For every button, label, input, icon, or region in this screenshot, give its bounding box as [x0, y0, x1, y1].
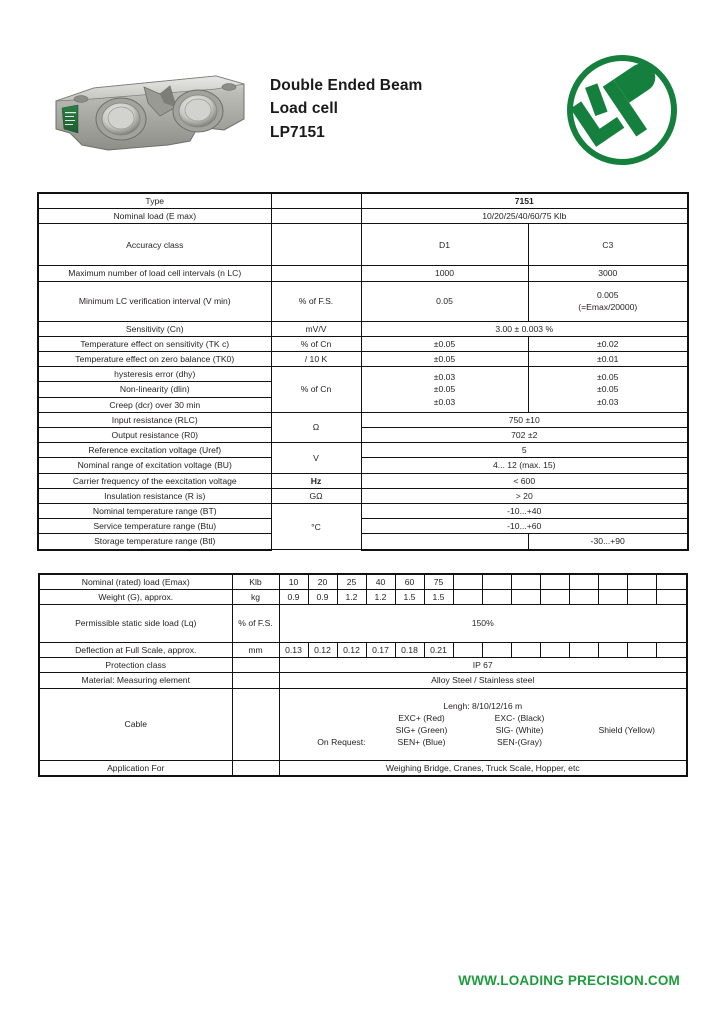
- row-value-c3: [528, 281, 688, 321]
- title-line-1: Double Ended Beam: [270, 76, 423, 94]
- dhy-c3: ±0.05: [597, 372, 619, 383]
- row-value: -10...+40: [361, 504, 688, 519]
- vmin-c3-value: 0.005: [596, 289, 619, 300]
- row-value: 10/20/25/40/60/75 Klb: [361, 209, 688, 224]
- table-row: [38, 519, 688, 534]
- table-row: [38, 412, 688, 427]
- table-row: [38, 458, 688, 473]
- row-unit: Hz: [271, 473, 361, 488]
- row-unit: / 10 K: [271, 352, 361, 367]
- capacity-cell: 0.12: [337, 643, 366, 658]
- row-unit: GΩ: [271, 488, 361, 503]
- row-label: Permissible static side load (Lq): [39, 605, 232, 643]
- row-value-c3: 3000: [528, 266, 688, 281]
- table-row: [38, 266, 688, 281]
- row-value-c3: [528, 367, 688, 413]
- capacity-cell: 0.9: [308, 589, 337, 604]
- table-row: [38, 193, 688, 209]
- row-label: Reference excitation voltage (Uref): [38, 443, 271, 458]
- capacity-cell: 0.18: [395, 643, 424, 658]
- wire-exc-minus: EXC- (Black): [494, 712, 545, 723]
- row-unit: mV/V: [271, 321, 361, 336]
- row-unit: % of Cn: [271, 336, 361, 351]
- wire-shield: Shield (Yellow): [598, 725, 656, 736]
- capacity-cell-empty: [656, 589, 687, 604]
- table-row: [38, 224, 688, 266]
- wire-sen-minus: SEN-(Gray): [497, 737, 542, 748]
- cable-wire-row: [282, 712, 685, 724]
- row-value: -10...+60: [361, 519, 688, 534]
- table-row: [39, 658, 687, 673]
- on-request-label: On Request:: [317, 737, 366, 748]
- capacity-cell-empty: [482, 643, 511, 658]
- row-value-d1: 0.05: [361, 281, 528, 321]
- row-label: Application For: [39, 760, 232, 776]
- load-cell-product-photo: [48, 67, 248, 159]
- row-value: < 600: [361, 473, 688, 488]
- capacity-cell-empty: [656, 574, 687, 590]
- row-unit: °C: [271, 504, 361, 550]
- row-value: 7151: [361, 193, 688, 209]
- row-value: 4... 12 (max. 15): [361, 458, 688, 473]
- row-label: Weight (G), approx.: [39, 589, 232, 604]
- capacity-cell-empty: [482, 574, 511, 590]
- wire-extra-2: [570, 736, 685, 748]
- row-unit: % of Cn: [271, 367, 361, 413]
- capacity-cell-empty: [453, 589, 482, 604]
- table-row: [38, 367, 688, 382]
- row-unit: Klb: [232, 574, 279, 590]
- table-row: [38, 504, 688, 519]
- table-row: [38, 534, 688, 550]
- product-title: [270, 74, 562, 145]
- wire-exc-plus: EXC+ (Red): [398, 712, 445, 723]
- row-label: Temperature effect on sensitivity (TK c): [38, 336, 271, 351]
- row-label: Nominal temperature range (BT): [38, 504, 271, 519]
- capacity-cell-empty: [540, 574, 569, 590]
- table-row: [39, 643, 687, 658]
- row-value: 3.00 ± 0.003 %: [361, 321, 688, 336]
- table-row: [38, 352, 688, 367]
- row-label: Creep (dcr) over 30 min: [38, 397, 271, 412]
- title-line-2: Load cell: [270, 100, 339, 118]
- row-label: Nominal range of excitation voltage (BU): [38, 458, 271, 473]
- row-label: Insulation resistance (R is): [38, 488, 271, 503]
- row-value-d1: [361, 367, 528, 413]
- table-row: [38, 488, 688, 503]
- table-row: [38, 281, 688, 321]
- capacity-cell: 10: [279, 574, 308, 590]
- capacity-cell-empty: [569, 643, 598, 658]
- cable-wiring: [279, 688, 687, 760]
- wire-extra-0: [570, 712, 685, 724]
- capacity-cell-empty: [598, 589, 627, 604]
- row-unit: [271, 266, 361, 281]
- capacity-cell-empty: [627, 643, 656, 658]
- capacity-cell: 25: [337, 574, 366, 590]
- table-row: [39, 688, 687, 760]
- capacity-cell-empty: [656, 643, 687, 658]
- table-row: [38, 321, 688, 336]
- row-value: IP 67: [279, 658, 687, 673]
- page-header: [0, 0, 726, 170]
- capacity-cell: 0.12: [308, 643, 337, 658]
- capacity-cell: 1.5: [395, 589, 424, 604]
- vmin-c3-note: (=Emax/20000): [578, 302, 638, 313]
- row-label: Input resistance (RLC): [38, 412, 271, 427]
- row-label: Deflection at Full Scale, approx.: [39, 643, 232, 658]
- row-label: Minimum LC verification interval (V min): [38, 281, 271, 321]
- row-value: 150%: [279, 605, 687, 643]
- wire-sen-plus: SEN+ (Blue): [397, 737, 446, 748]
- specification-table: [37, 192, 689, 551]
- dcr-d1: ±0.03: [433, 396, 456, 407]
- company-logo: [562, 50, 684, 168]
- row-label: Output resistance (R0): [38, 428, 271, 443]
- row-label: Service temperature range (Btu): [38, 519, 271, 534]
- capacity-cell: 0.13: [279, 643, 308, 658]
- table-row: [38, 336, 688, 351]
- capacity-cell-empty: [569, 574, 598, 590]
- row-label: Material: Measuring element: [39, 673, 232, 688]
- row-value: Alloy Steel / Stainless steel: [279, 673, 687, 688]
- row-label: Temperature effect on zero balance (TK0): [38, 352, 271, 367]
- capacity-cell-empty: [511, 574, 540, 590]
- row-unit: [271, 209, 361, 224]
- capacity-cell: 40: [366, 574, 395, 590]
- table-row: [39, 589, 687, 604]
- capacity-cell-empty: [511, 643, 540, 658]
- capacity-cell: 1.5: [424, 589, 453, 604]
- row-value-d1: ±0.05: [361, 352, 528, 367]
- table-row: [39, 760, 687, 776]
- cable-lead-blank: [282, 712, 374, 724]
- capacity-cell: 1.2: [366, 589, 395, 604]
- row-value: 750 ±10: [361, 412, 688, 427]
- capacity-cell-empty: [540, 589, 569, 604]
- cable-lead-blank: [282, 724, 374, 736]
- row-label: Carrier frequency of the eexcitation voltage: [38, 473, 271, 488]
- row-value: > 20: [361, 488, 688, 503]
- accuracy-class-c3: C3: [528, 224, 688, 266]
- row-label: Nominal (rated) load (Emax): [39, 574, 232, 590]
- row-unit: % of F.S.: [232, 605, 279, 643]
- row-label: Protection class: [39, 658, 232, 673]
- capacity-cell: 0.17: [366, 643, 395, 658]
- row-value-c3: ±0.01: [528, 352, 688, 367]
- row-unit: [271, 224, 361, 266]
- row-unit: [232, 673, 279, 688]
- capacity-cell-empty: [627, 589, 656, 604]
- row-label: Sensitivity (Cn): [38, 321, 271, 336]
- table-row: [38, 428, 688, 443]
- row-label: Nominal load (E max): [38, 209, 271, 224]
- dlin-c3: ±0.05: [597, 384, 619, 395]
- row-value: 702 ±2: [361, 428, 688, 443]
- row-label: Accuracy class: [38, 224, 271, 266]
- row-label: Maximum number of load cell intervals (n LC): [38, 266, 271, 281]
- row-label: hysteresis error (dhy): [38, 367, 271, 382]
- capacity-cell: 75: [424, 574, 453, 590]
- row-value-d1: 1000: [361, 266, 528, 281]
- capacity-cell: 0.9: [279, 589, 308, 604]
- capacity-cell-empty: [482, 589, 511, 604]
- row-unit: V: [271, 443, 361, 473]
- capacity-cell: 20: [308, 574, 337, 590]
- capacity-cell-empty: [511, 589, 540, 604]
- capacity-cell-empty: [569, 589, 598, 604]
- table-row: [39, 605, 687, 643]
- row-unit: mm: [232, 643, 279, 658]
- row-unit: [232, 688, 279, 760]
- cable-wire-row: [282, 724, 685, 736]
- capacity-cell-empty: [598, 643, 627, 658]
- row-unit: Ω: [271, 412, 361, 442]
- row-value: 5: [361, 443, 688, 458]
- row-label: Type: [38, 193, 271, 209]
- table-row: [38, 443, 688, 458]
- wire-sig-plus: SIG+ (Green): [395, 725, 448, 736]
- row-label: Cable: [39, 688, 232, 760]
- row-value: Weighing Bridge, Cranes, Truck Scale, Hopper, etc: [279, 760, 687, 776]
- table-row: [38, 209, 688, 224]
- title-line-3: LP7151: [270, 123, 325, 141]
- table-row: [39, 574, 687, 590]
- row-label: Non-linearity (dlin): [38, 382, 271, 397]
- wire-sig-minus: SIG- (White): [495, 725, 544, 736]
- website-url[interactable]: WWW.LOADING PRECISION.COM: [458, 973, 680, 988]
- cable-length: Lengh: 8/10/12/16 m: [443, 700, 523, 711]
- row-unit: % of F.S.: [271, 281, 361, 321]
- accuracy-class-d1: D1: [361, 224, 528, 266]
- dlin-d1: ±0.05: [433, 384, 456, 395]
- capacity-cell: 1.2: [337, 589, 366, 604]
- row-unit: kg: [232, 589, 279, 604]
- capacity-cell-empty: [453, 643, 482, 658]
- capacity-cell-empty: [598, 574, 627, 590]
- row-value-c3: ±0.02: [528, 336, 688, 351]
- capacity-table: [38, 573, 688, 777]
- dhy-d1: ±0.03: [433, 372, 456, 383]
- row-value: -30...+90: [528, 534, 688, 550]
- dcr-c3: ±0.03: [597, 396, 619, 407]
- capacity-cell-empty: [627, 574, 656, 590]
- capacity-cell-empty: [453, 574, 482, 590]
- capacity-cell: 60: [395, 574, 424, 590]
- capacity-cell-empty: [540, 643, 569, 658]
- table-row: [38, 473, 688, 488]
- row-unit: [271, 193, 361, 209]
- row-value-d1: ±0.05: [361, 336, 528, 351]
- row-label: Storage temperature range (Btl): [38, 534, 271, 550]
- cable-wire-row: [282, 736, 685, 748]
- table-row: [39, 673, 687, 688]
- row-unit: [232, 658, 279, 673]
- capacity-cell: 0.21: [424, 643, 453, 658]
